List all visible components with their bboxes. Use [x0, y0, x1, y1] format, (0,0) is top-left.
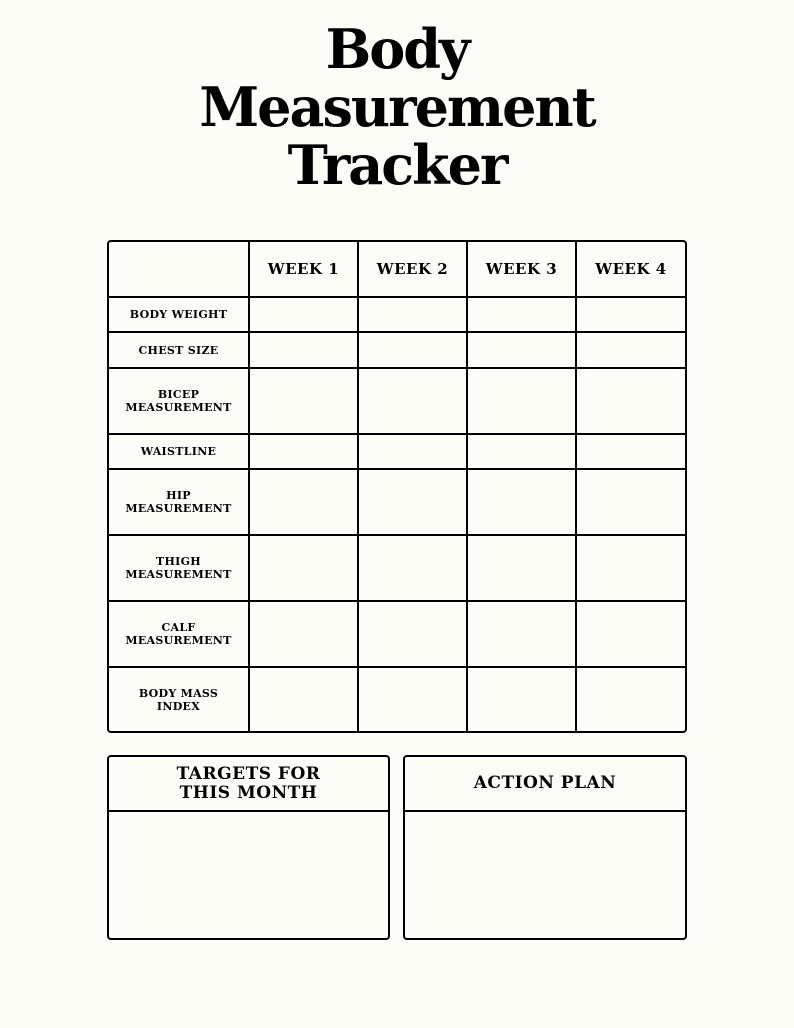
- title-line-3: Tracker: [287, 133, 507, 197]
- row-label-hip: HIP MEASUREMENT: [109, 469, 249, 535]
- row-label-bmi: BODY MASS INDEX: [109, 667, 249, 731]
- targets-heading: TARGETS FOR THIS MONTH: [109, 757, 388, 812]
- entry-cell[interactable]: [249, 368, 358, 434]
- entry-cell[interactable]: [576, 535, 685, 601]
- targets-writing-area[interactable]: [109, 812, 388, 938]
- week-1-header: WEEK 1: [249, 242, 358, 297]
- row-label-body-weight: BODY WEIGHT: [109, 297, 249, 332]
- action-plan-heading: ACTION PLAN: [405, 757, 685, 812]
- table-header-row: [109, 242, 685, 297]
- table-row: [109, 469, 685, 535]
- action-plan-box: [403, 755, 687, 940]
- table-row: [109, 297, 685, 332]
- entry-cell[interactable]: [576, 667, 685, 731]
- action-plan-writing-area[interactable]: [405, 812, 685, 938]
- entry-cell[interactable]: [467, 601, 576, 667]
- entry-cell[interactable]: [467, 332, 576, 367]
- entry-cell[interactable]: [576, 434, 685, 469]
- table-row: [109, 368, 685, 434]
- entry-cell[interactable]: [358, 297, 467, 332]
- table-row: [109, 667, 685, 731]
- entry-cell[interactable]: [249, 601, 358, 667]
- entry-cell[interactable]: [249, 434, 358, 469]
- table-row: [109, 434, 685, 469]
- entry-cell[interactable]: [576, 368, 685, 434]
- table-row: [109, 535, 685, 601]
- entry-cell[interactable]: [576, 469, 685, 535]
- entry-cell[interactable]: [358, 434, 467, 469]
- row-label-bicep: BICEP MEASUREMENT: [109, 368, 249, 434]
- entry-cell[interactable]: [576, 297, 685, 332]
- entry-cell[interactable]: [249, 297, 358, 332]
- entry-cell[interactable]: [249, 332, 358, 367]
- targets-box: [107, 755, 390, 940]
- entry-cell[interactable]: [576, 332, 685, 367]
- entry-cell[interactable]: [249, 667, 358, 731]
- entry-cell[interactable]: [467, 535, 576, 601]
- entry-cell[interactable]: [467, 434, 576, 469]
- entry-cell[interactable]: [249, 535, 358, 601]
- entry-cell[interactable]: [467, 469, 576, 535]
- entry-cell[interactable]: [358, 368, 467, 434]
- week-4-header: WEEK 4: [576, 242, 685, 297]
- table-row: [109, 601, 685, 667]
- page-title: [0, 17, 794, 197]
- entry-cell[interactable]: [467, 368, 576, 434]
- entry-cell[interactable]: [358, 469, 467, 535]
- entry-cell[interactable]: [467, 667, 576, 731]
- title-line-2: Measurement: [199, 75, 595, 139]
- measurement-table: [107, 240, 687, 733]
- entry-cell[interactable]: [467, 297, 576, 332]
- week-3-header: WEEK 3: [467, 242, 576, 297]
- row-label-waistline: WAISTLINE: [109, 434, 249, 469]
- entry-cell[interactable]: [576, 601, 685, 667]
- entry-cell[interactable]: [358, 535, 467, 601]
- table-row: [109, 332, 685, 367]
- entry-cell[interactable]: [358, 332, 467, 367]
- week-2-header: WEEK 2: [358, 242, 467, 297]
- entry-cell[interactable]: [358, 667, 467, 731]
- corner-cell: [109, 242, 249, 297]
- title-line-1: Body: [325, 17, 469, 81]
- row-label-chest-size: CHEST SIZE: [109, 332, 249, 367]
- row-label-calf: CALF MEASUREMENT: [109, 601, 249, 667]
- entry-cell[interactable]: [249, 469, 358, 535]
- row-label-thigh: THIGH MEASUREMENT: [109, 535, 249, 601]
- entry-cell[interactable]: [358, 601, 467, 667]
